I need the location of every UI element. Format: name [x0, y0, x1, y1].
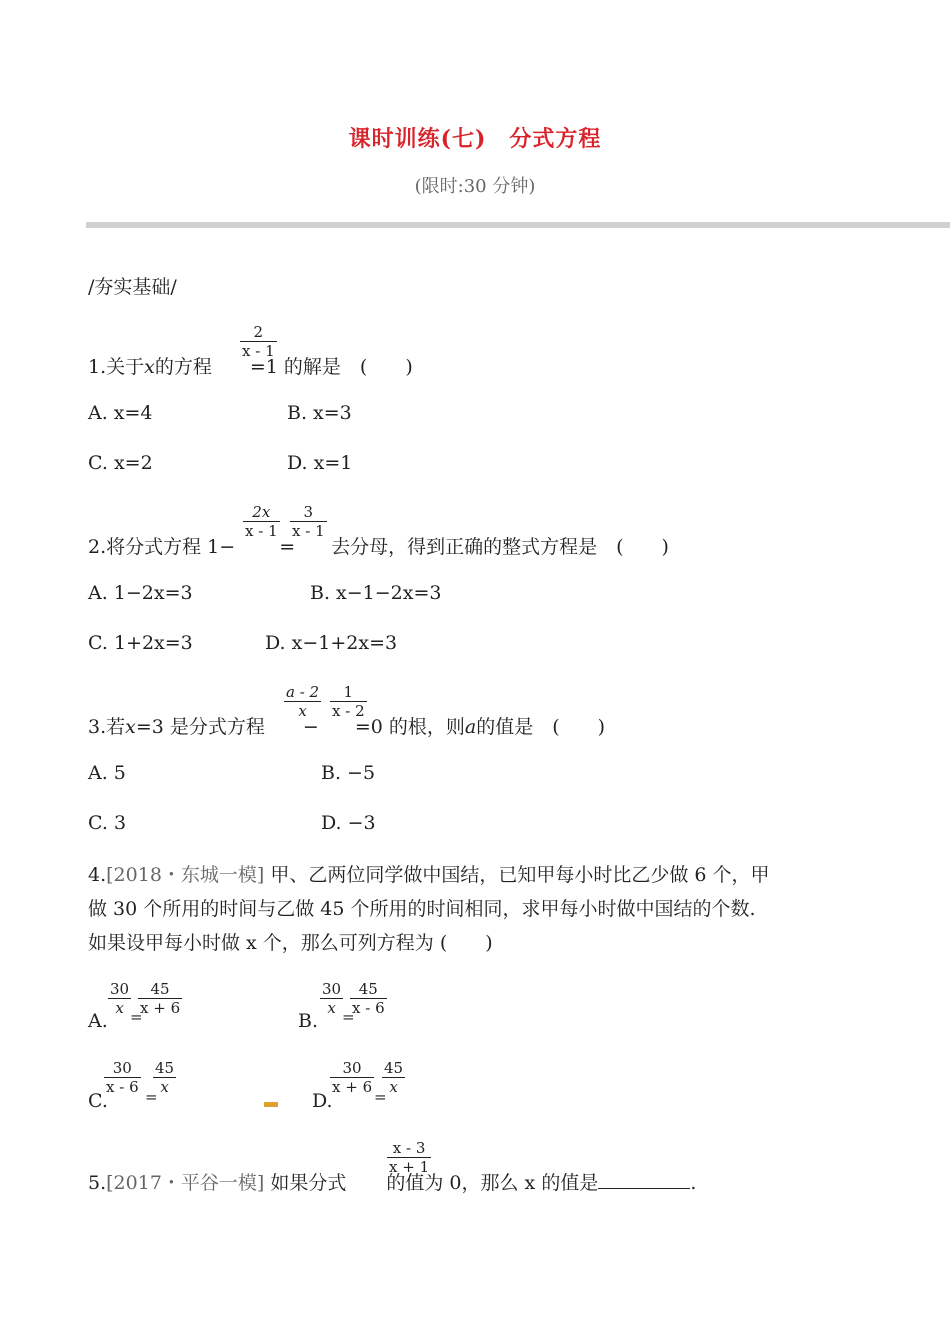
q5-answer-blank[interactable]: [598, 1172, 690, 1189]
q3-text-post: =0 的根，则: [354, 716, 465, 738]
q4-c-f1-num: 30: [112, 1059, 132, 1077]
q2-frac2-num: 3: [303, 503, 314, 521]
q4-a-f2-den: x + 6: [140, 999, 181, 1017]
q4-a-f1-den: x: [115, 999, 124, 1017]
q4-c-f2-den: x: [160, 1078, 169, 1096]
q4-text-1: 甲、乙两位同学做中国结，已知甲每小时比乙少做 6 个，甲: [270, 864, 770, 886]
q2-option-b[interactable]: B. x−1−2x=3: [310, 582, 442, 604]
q2-option-a[interactable]: A. 1−2x=3: [88, 582, 193, 604]
q3-var2: a: [464, 716, 477, 738]
q2-fraction-1: [243, 503, 280, 540]
q2-fraction-2: [290, 503, 327, 540]
q5-text-post: 的值为 0，那么 x 的值是: [386, 1172, 599, 1194]
q3-fraction-2: [330, 683, 367, 720]
q1-option-b[interactable]: B. x=3: [287, 402, 352, 424]
q4-line-2: 做 30 个所用的时间与乙做 45 个所用的时间相同，求甲每小时做中国结的个数.: [88, 898, 756, 920]
q2-stem: [88, 532, 669, 559]
q3-var: x: [125, 716, 136, 738]
q4-option-c[interactable]: C.: [88, 1090, 108, 1112]
page-title: 课时训练(七) 分式方程: [348, 126, 602, 152]
q3-minus: −: [302, 716, 319, 738]
q3-option-d[interactable]: D. −3: [321, 812, 376, 834]
q2-frac1-den: x - 1: [245, 522, 278, 540]
q2-option-d[interactable]: D. x−1+2x=3: [265, 632, 398, 654]
q4-option-b[interactable]: B.: [298, 1010, 319, 1032]
q5-period: .: [690, 1172, 697, 1194]
q4-d-f1-den: x + 6: [332, 1078, 373, 1096]
q4-a-f1-num: 30: [110, 980, 130, 998]
q4-option-a[interactable]: A.: [88, 1010, 108, 1032]
q4-b-frac-2: [350, 980, 387, 1017]
q4-a-equals: =: [130, 1008, 143, 1026]
q4-line-3: 如果设甲每小时做 x 个，那么可列方程为 ( ): [88, 932, 493, 954]
q4-d-f1-num: 30: [342, 1059, 362, 1077]
q2-text: 2.将分式方程 1: [88, 536, 220, 558]
q4-b-f2-num: 45: [358, 980, 378, 998]
q3-fraction-1: [284, 683, 321, 720]
q5-frac-den: x + 1: [389, 1158, 430, 1176]
q3-text: 3.若: [88, 716, 126, 738]
q3-frac2-den: x - 2: [332, 702, 365, 720]
q2-option-c[interactable]: C. 1+2x=3: [88, 632, 193, 654]
q4-source: [2018・东城一模]: [106, 864, 265, 886]
q5-text: 如果分式: [270, 1172, 347, 1194]
q2-equals: =: [279, 536, 296, 558]
q3-frac2-num: 1: [343, 683, 354, 701]
q4-c-frac-1: [104, 1059, 141, 1096]
q4-a-f2-num: 45: [150, 980, 170, 998]
q1-text-post: =1 的解是 ( ): [249, 356, 413, 378]
q4-a-frac-1: [108, 980, 131, 1017]
q3-text-post2: 的值是 ( ): [476, 716, 606, 738]
q4-option-d[interactable]: D.: [312, 1090, 333, 1112]
header-divider: [86, 222, 950, 228]
q4-number: 4.: [88, 864, 107, 886]
highlight-mark: [264, 1102, 278, 1107]
q5-fraction: [387, 1139, 431, 1176]
q5-source: [2017・平谷一模]: [106, 1172, 265, 1194]
q4-a-frac-2: [138, 980, 182, 1017]
q2-frac2-den: x - 1: [292, 522, 325, 540]
q4-d-equals: =: [374, 1088, 387, 1106]
q4-b-equals: =: [342, 1008, 355, 1026]
q5-frac-num: x - 3: [392, 1139, 426, 1157]
q4-b-frac-1: [320, 980, 343, 1017]
q4-b-f1-num: 30: [322, 980, 342, 998]
q1-option-a[interactable]: A. x=4: [88, 402, 153, 424]
q4-c-equals: =: [145, 1088, 158, 1106]
q4-b-f1-den: x: [327, 999, 336, 1017]
q3-frac1-num: a - 2: [286, 683, 320, 701]
q3-option-c[interactable]: C. 3: [88, 812, 127, 834]
q3-frac1-den: x: [298, 702, 307, 720]
q3-text-mid: =3 是分式方程: [135, 716, 265, 738]
q4-d-frac-1: [330, 1059, 374, 1096]
q4-c-f1-den: x - 6: [106, 1078, 139, 1096]
q4-c-f2-num: 45: [155, 1059, 175, 1077]
q1-frac-num: 2: [253, 323, 264, 341]
q4-line-1: [88, 860, 770, 887]
q1-text-mid: 的方程: [154, 356, 212, 378]
q3-option-b[interactable]: B. −5: [321, 762, 376, 784]
section-label: /夯实基础/: [88, 276, 177, 298]
q4-c-frac-2: [153, 1059, 176, 1096]
q1-option-c[interactable]: C. x=2: [88, 452, 153, 474]
q2-frac1-num: 2x: [252, 503, 271, 521]
q4-d-f2-den: x: [389, 1078, 398, 1096]
time-limit-subtitle: (限时:30 分钟): [414, 176, 536, 197]
q1-frac-den: x - 1: [242, 342, 275, 360]
q4-b-f2-den: x - 6: [352, 999, 385, 1017]
q1-text: 1.关于: [88, 356, 145, 378]
q4-d-f2-num: 45: [384, 1059, 404, 1077]
q1-var: x: [144, 356, 155, 378]
q2-minus: −: [219, 536, 236, 558]
q1-option-d[interactable]: D. x=1: [287, 452, 353, 474]
q5-number: 5.: [88, 1172, 107, 1194]
q2-text-post: 去分母，得到正确的整式方程是 ( ): [331, 536, 669, 558]
q1-fraction: [240, 323, 277, 360]
q3-option-a[interactable]: A. 5: [88, 762, 126, 784]
q4-d-frac-2: [382, 1059, 405, 1096]
